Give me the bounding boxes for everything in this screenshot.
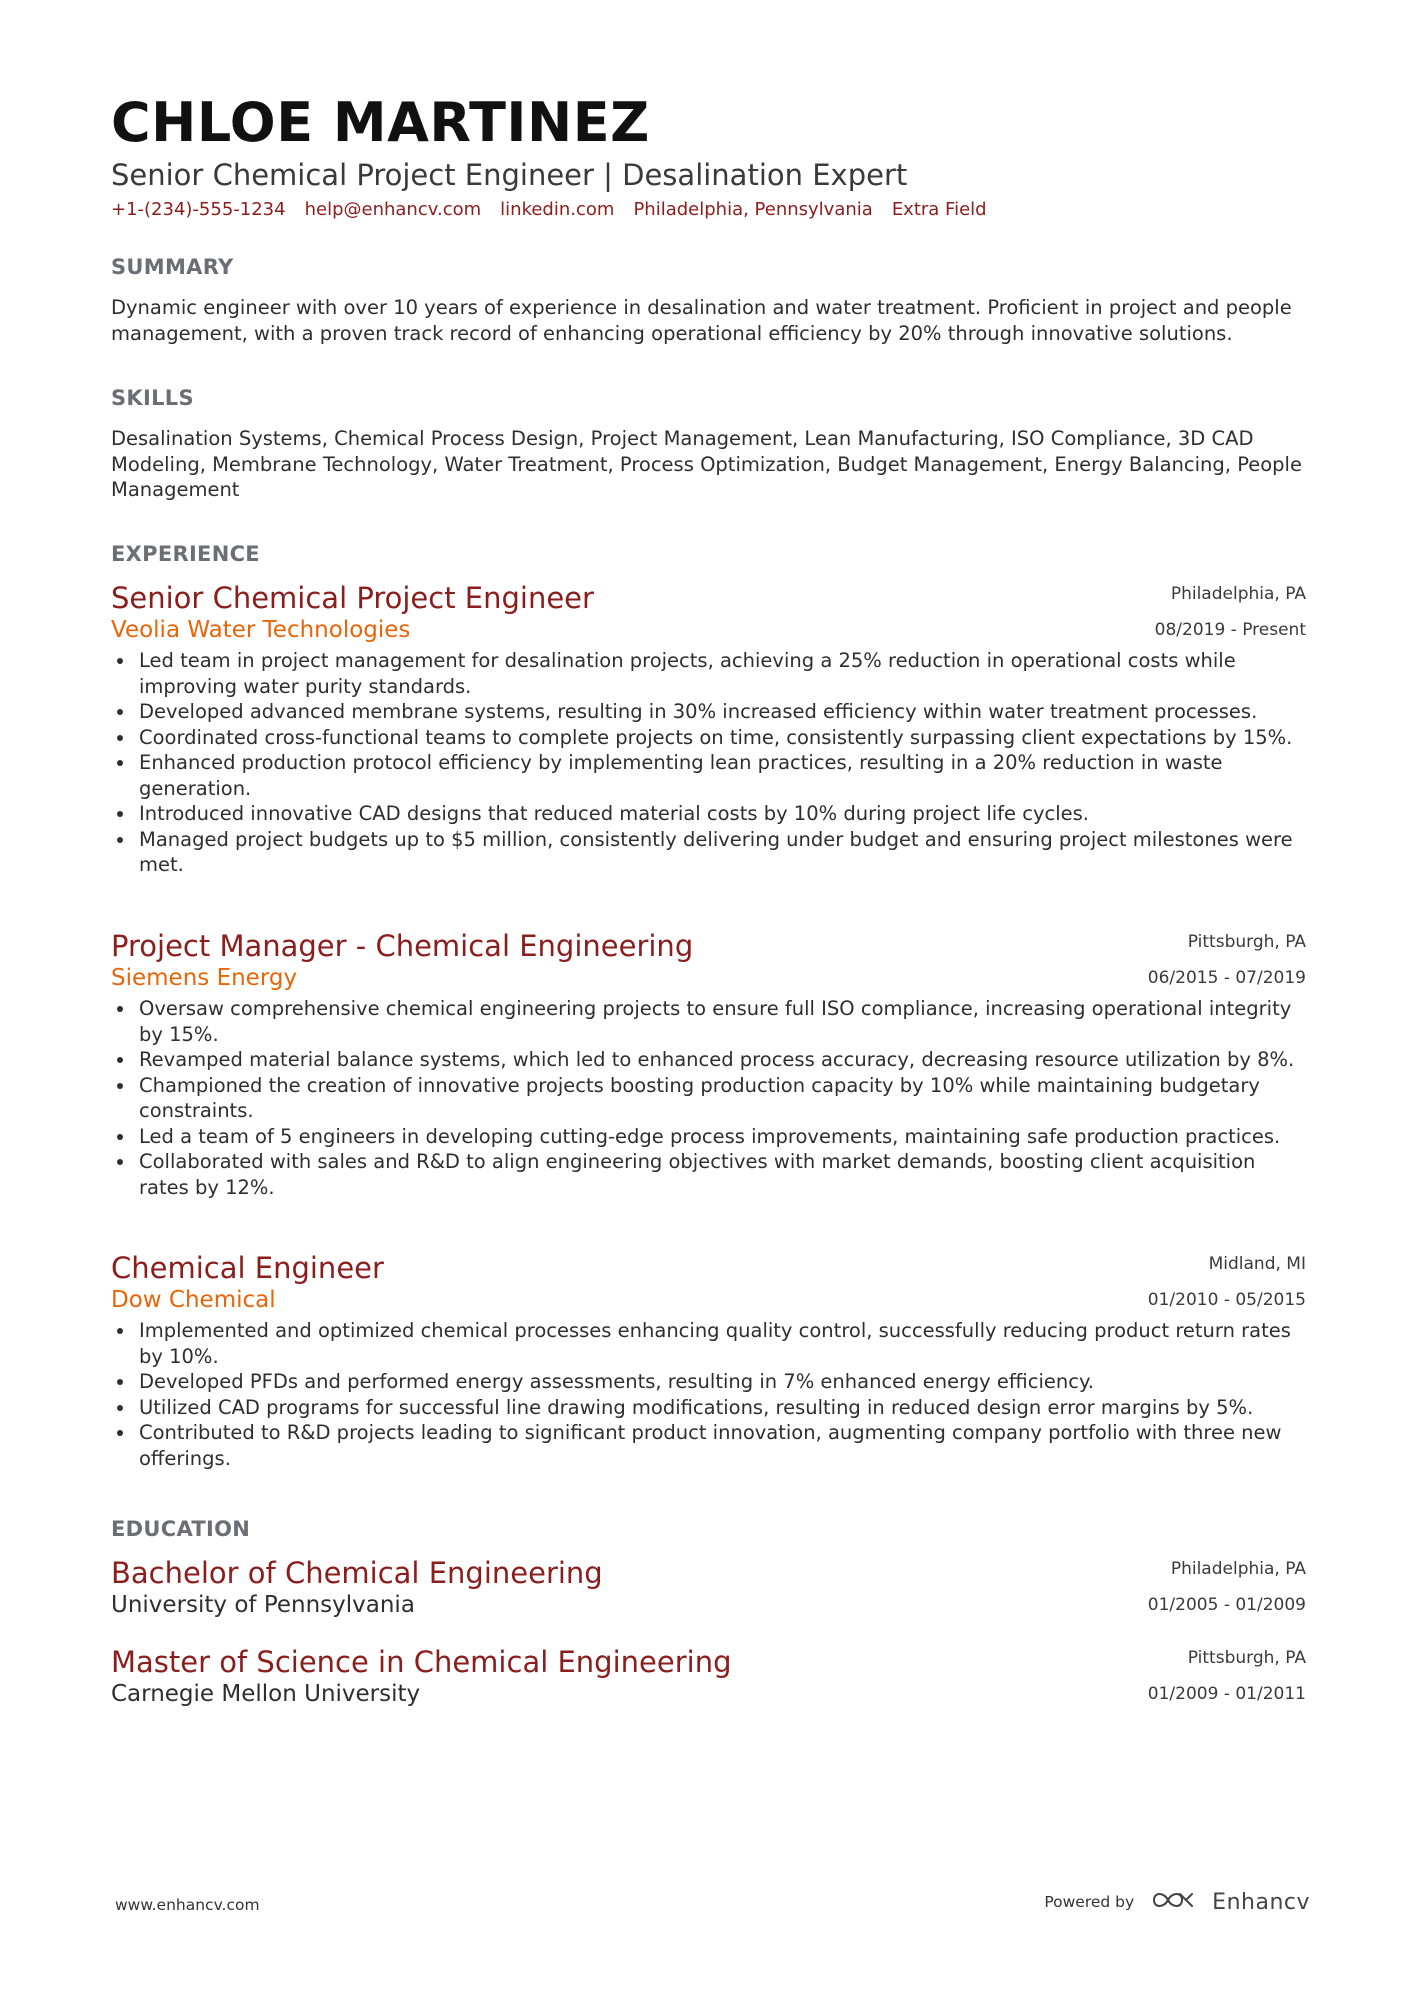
- contact-bar: [111, 199, 1306, 220]
- company-name: Siemens Energy: [111, 965, 298, 991]
- job-bullets: [111, 1318, 1306, 1471]
- footer-branding: [1044, 1888, 1310, 1916]
- education-heading: EDUCATION: [111, 1517, 251, 1541]
- skills-heading: SKILLS: [111, 386, 194, 410]
- list-item: Collaborated with sales and R&D to align engineering objectives with market demands, boosting client acquisition rates by 12%.: [111, 1149, 1306, 1200]
- job-bullets: [111, 996, 1306, 1200]
- job-title: Project Manager - Chemical Engineering: [111, 929, 694, 963]
- school-name: Carnegie Mellon University: [111, 1681, 421, 1707]
- education-entry: [111, 1644, 1306, 1712]
- job-title: Senior Chemical Project Engineer: [111, 581, 594, 615]
- experience-entry: [111, 580, 1306, 878]
- powered-by-label: Powered by: [1044, 1893, 1135, 1911]
- school-name: University of Pennsylvania: [111, 1592, 415, 1618]
- school-dates: 01/2009 - 01/2011: [1147, 1684, 1306, 1704]
- education-entry: [111, 1555, 1306, 1623]
- degree-title: Master of Science in Chemical Engineering: [111, 1645, 732, 1679]
- list-item: Coordinated cross-functional teams to complete projects on time, consistently surpassing client expectations by 15%.: [111, 725, 1306, 751]
- list-item: Enhanced production protocol efficiency by implementing lean practices, resulting in a 20% reduction in waste generation.: [111, 750, 1306, 801]
- list-item: Introduced innovative CAD designs that reduced material costs by 10% during project life cycles.: [111, 801, 1306, 827]
- footer-website[interactable]: www.enhancv.com: [115, 1896, 260, 1914]
- skills-section: [111, 386, 1306, 503]
- summary-text: Dynamic engineer with over 10 years of experience in desalination and water treatment. Proficient in project and people management, with a proven track record of enhancing operational efficiency by 20% through innovative solutions.: [111, 296, 1292, 345]
- company-name: Veolia Water Technologies: [111, 617, 411, 643]
- list-item: Led a team of 5 engineers in developing cutting-edge process improvements, maintaining safe production practices.: [111, 1124, 1306, 1150]
- skills-text: Desalination Systems, Chemical Process Design, Project Management, Lean Manufacturing, ISO Compliance, 3D CAD Modeling, Membrane Technology, Water Treatment, Process Optimization, Budget Management, Energy Balancing, People Management: [111, 427, 1302, 501]
- resume-header: [111, 92, 1306, 220]
- list-item: Developed advanced membrane systems, resulting in 30% increased efficiency within water treatment processes.: [111, 699, 1306, 725]
- list-item: Revamped material balance systems, which led to enhanced process accuracy, decreasing resource utilization by 8%.: [111, 1047, 1306, 1073]
- candidate-name: CHLOE MARTINEZ: [111, 91, 650, 154]
- experience-entry: [111, 1250, 1306, 1471]
- job-dates: 01/2010 - 05/2015: [1147, 1290, 1306, 1310]
- enhancv-logo-icon: [1150, 1888, 1196, 1916]
- list-item: Contributed to R&D projects leading to significant product innovation, augmenting company portfolio with three new offerings.: [111, 1420, 1306, 1471]
- degree-title: Bachelor of Chemical Engineering: [111, 1556, 603, 1590]
- job-bullets: [111, 648, 1306, 878]
- job-dates: 08/2019 - Present: [1154, 620, 1306, 640]
- education-section: [111, 1517, 1306, 1541]
- contact-extra: Extra Field: [891, 198, 987, 220]
- school-dates: 01/2005 - 01/2009: [1147, 1595, 1306, 1615]
- list-item: Utilized CAD programs for successful line drawing modifications, resulting in reduced design error margins by 5%.: [111, 1395, 1306, 1421]
- experience-heading: EXPERIENCE: [111, 542, 260, 566]
- list-item: Championed the creation of innovative projects boosting production capacity by 10% while maintaining budgetary constraints.: [111, 1073, 1306, 1124]
- school-location: Philadelphia, PA: [1170, 1559, 1306, 1579]
- job-location: Philadelphia, PA: [1170, 584, 1306, 604]
- experience-entry: [111, 928, 1306, 1200]
- school-location: Pittsburgh, PA: [1187, 1648, 1306, 1668]
- contact-location: Philadelphia, Pennsylvania: [633, 198, 873, 220]
- experience-section: [111, 542, 1306, 566]
- candidate-title: Senior Chemical Project Engineer | Desalination Expert: [111, 158, 908, 193]
- list-item: Managed project budgets up to $5 million, consistently delivering under budget and ensuring project milestones were met.: [111, 827, 1306, 878]
- job-dates: 06/2015 - 07/2019: [1147, 968, 1306, 988]
- company-name: Dow Chemical: [111, 1287, 276, 1313]
- job-title: Chemical Engineer: [111, 1251, 384, 1285]
- resume-page: [111, 91, 1306, 1707]
- job-location: Pittsburgh, PA: [1187, 932, 1306, 952]
- summary-section: [111, 255, 1306, 346]
- brand-name: Enhancv: [1212, 1889, 1310, 1915]
- summary-heading: SUMMARY: [111, 255, 234, 279]
- job-location: Midland, MI: [1208, 1254, 1306, 1274]
- list-item: Led team in project management for desalination projects, achieving a 25% reduction in operational costs while improving water purity standards.: [111, 648, 1306, 699]
- contact-phone[interactable]: +1-(234)-555-1234: [111, 198, 286, 220]
- list-item: Implemented and optimized chemical processes enhancing quality control, successfully reducing product return rates by 10%.: [111, 1318, 1306, 1369]
- list-item: Developed PFDs and performed energy assessments, resulting in 7% enhanced energy efficiency.: [111, 1369, 1306, 1395]
- contact-linkedin[interactable]: linkedin.com: [500, 198, 615, 220]
- list-item: Oversaw comprehensive chemical engineering projects to ensure full ISO compliance, increasing operational integrity by 15%.: [111, 996, 1306, 1047]
- contact-email[interactable]: help@enhancv.com: [304, 198, 482, 220]
